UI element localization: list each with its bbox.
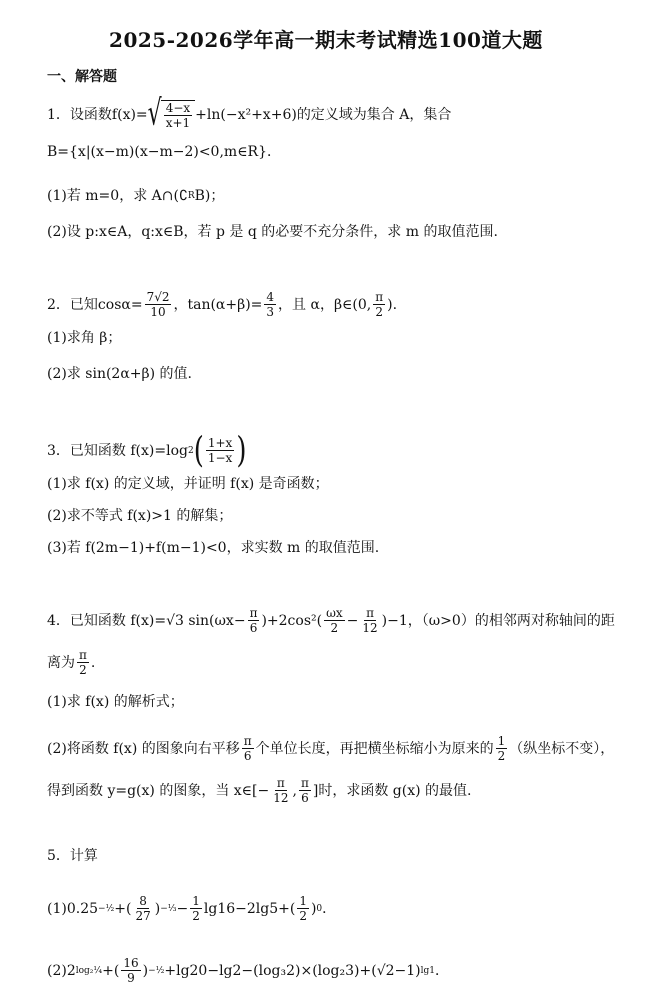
q3-part1: (1)求 f(x) 的定义域，并证明 f(x) 是奇函数； bbox=[47, 476, 329, 492]
q5-p1-h-den: 2 bbox=[192, 909, 200, 923]
q1-part1 bbox=[47, 186, 224, 206]
q2-part2: (2)求 sin(2α+β) 的值. bbox=[47, 366, 192, 382]
q5-p1c: − bbox=[176, 900, 189, 917]
q1-part2: (2)设 p:x∈A，q:x∈B，若 p 是 q 的必要不充分条件，求 m 的取值范围. bbox=[47, 224, 498, 240]
q3-part3: (3)若 f(2m−1)+f(m−1)<0，求实数 m 的取值范围. bbox=[47, 540, 380, 556]
q5-p1-half bbox=[190, 894, 202, 923]
q4-part1: (1)求 f(x) 的解析式； bbox=[47, 694, 184, 710]
q3-den: 1−x bbox=[207, 451, 233, 465]
q2-pi-num: π bbox=[375, 290, 384, 304]
q1-sqrt: √ $\frac{4-x}{x+1}$ bbox=[148, 100, 196, 130]
q4-p3-n2: π bbox=[300, 776, 309, 790]
q5-p1-frac bbox=[133, 894, 152, 923]
q4-stem bbox=[47, 606, 615, 635]
q4-p3-f2 bbox=[299, 776, 311, 805]
q2-cos-den: 10 bbox=[150, 305, 166, 319]
q4-f2-num: ωx bbox=[326, 606, 343, 620]
q4-line2-text: 离为 bbox=[47, 654, 75, 671]
q4-intro: 4．已知函数 f(x)=√3 sin(ωx− bbox=[47, 612, 246, 629]
q1-part1-text: (1)若 m=0，求 A∩(∁ bbox=[47, 188, 188, 204]
q2-cos-num: 7√2 bbox=[146, 290, 170, 304]
q4-part2 bbox=[47, 734, 614, 763]
q2-stem bbox=[47, 290, 397, 319]
q4-minus: − bbox=[346, 612, 359, 629]
q5-p2-exp: log₂¼ bbox=[75, 965, 103, 976]
q4-p2-num: π bbox=[243, 734, 252, 748]
q4-p3-n1: π bbox=[276, 776, 285, 790]
q2-tan-den: 3 bbox=[266, 305, 275, 319]
q4-p2-den: 6 bbox=[243, 749, 252, 763]
q5-p2a: (2)2 bbox=[47, 962, 76, 979]
q4-l2-frac bbox=[77, 648, 89, 677]
q5-p1-num: 8 bbox=[139, 894, 147, 908]
q1-set-b: B={x|(x−m)(x−m−2)<0,m∈R}． bbox=[47, 144, 282, 160]
q5-p2c: +lg20−lg2−(log₃2)×(log₂3)+(√2−1) bbox=[164, 962, 421, 979]
q2-pi-den: 2 bbox=[375, 305, 383, 319]
q4-p3-d2: 6 bbox=[301, 791, 309, 805]
q1-tail: 的定义域为集合 A，集合 bbox=[296, 107, 452, 123]
q1-sqrt-den: x+1 bbox=[165, 116, 191, 130]
q4-p2-frac bbox=[242, 734, 254, 763]
q4-f3-num: π bbox=[366, 606, 374, 620]
q5-part1: (1)0.25 −½ +( $\frac{8}{27}$ ) −⅓ − $\frac{1}{2}$ lg16−2lg5+( $\frac{1}{2}$ ) 0 ． bbox=[47, 894, 337, 923]
q3-part2: (2)求不等式 f(x)>1 的解集； bbox=[47, 508, 233, 524]
q4-f1 bbox=[248, 606, 260, 635]
q5-p1-half2 bbox=[297, 894, 309, 923]
q4-p3a: 得到函数 y=g(x) 的图象，当 x∈[− bbox=[47, 782, 270, 799]
q4-p3-f1 bbox=[271, 776, 290, 805]
q5-p2-num: 16 bbox=[123, 956, 139, 970]
q4-f1-num: π bbox=[249, 606, 258, 620]
q5-p2-frac bbox=[121, 956, 140, 985]
q2-tan: ，tan(α+β)= bbox=[173, 296, 263, 313]
q3-num: 1+x bbox=[207, 436, 233, 450]
q4-f3 bbox=[360, 606, 379, 635]
q5-p1-h2-den: 2 bbox=[299, 909, 307, 923]
q4-p3b: ]时，求函数 g(x) 的最值. bbox=[312, 782, 472, 799]
q4-p3-d1: 12 bbox=[273, 791, 289, 805]
q2-tail: ，且 α，β∈(0, bbox=[278, 296, 372, 313]
q1-sqrt-frac bbox=[164, 101, 192, 130]
q4-f1-den: 6 bbox=[249, 621, 258, 635]
q4-f2-den: 2 bbox=[330, 621, 339, 635]
q4-p2-half bbox=[496, 734, 508, 763]
q5-p2-exp3: lg1 bbox=[420, 965, 435, 976]
q2-tan-num: 4 bbox=[266, 290, 275, 304]
q4-f3-den: 12 bbox=[362, 621, 378, 635]
q5-stem: 5．计算 bbox=[47, 848, 98, 864]
q5-p2-den: 9 bbox=[127, 971, 135, 985]
page-title: 2025-2026学年高一期末考试精选100道大题 bbox=[109, 28, 543, 52]
q4-l2-num: π bbox=[79, 648, 87, 662]
q5-p1-exp2: −⅓ bbox=[160, 903, 177, 914]
q2-end: ). bbox=[387, 296, 398, 313]
q4-part2-cont bbox=[47, 776, 471, 805]
q4-line2 bbox=[47, 648, 95, 677]
q5-p1a: (1)0.25 bbox=[47, 900, 99, 917]
q1-func: f(x)= bbox=[111, 107, 148, 123]
q2-part1: (1)求角 β； bbox=[47, 330, 122, 346]
q5-p1-den: 27 bbox=[135, 909, 151, 923]
q2-cos: cosα= bbox=[97, 296, 143, 313]
q2-tan-frac bbox=[264, 290, 276, 319]
q4-line2-end: . bbox=[90, 654, 96, 671]
q3-stem: 3．已知函数 f(x)=log 2 ( $\frac{1+x}{1-x}$ ) bbox=[47, 430, 247, 471]
q1-sqrt-num: 4−x bbox=[165, 101, 191, 115]
q5-p1b: +( bbox=[114, 900, 132, 917]
q5-p2d: ． bbox=[435, 962, 449, 979]
q4-p2c: （纵坐标不变）， bbox=[509, 740, 615, 757]
q5-p1-exp3: 0 bbox=[316, 903, 323, 914]
q4-p2-half-den: 2 bbox=[497, 749, 506, 763]
q4-f2 bbox=[324, 606, 345, 635]
q4-tail: )−1，（ω>0）的相邻两对称轴间的距 bbox=[381, 612, 615, 629]
q4-p3-comma: , bbox=[292, 782, 297, 799]
q1-ln-part: +ln(−x²+x+6) bbox=[195, 107, 297, 123]
q1-stem bbox=[47, 94, 452, 135]
q5-p2b: +( bbox=[102, 962, 120, 979]
q2-intro: 2．已知 bbox=[47, 296, 98, 313]
q5-p1e: ． bbox=[322, 900, 337, 917]
q1-intro: 1．设函数 bbox=[47, 107, 112, 123]
q5-p1d: lg16−2lg5+( bbox=[203, 900, 296, 917]
q5-p2-exp2: −½ bbox=[148, 965, 165, 976]
q3-frac bbox=[206, 436, 234, 465]
q5-part2: (2)2 log₂¼ +( $\frac{16}{9}$ ) −½ +lg20−lg2−(log₃2)×(log₂3)+(√2−1) lg1 ． bbox=[47, 956, 449, 985]
q2-pi-frac bbox=[373, 290, 385, 319]
q2-cos-frac bbox=[145, 290, 172, 319]
q5-p1-exp: −½ bbox=[98, 903, 115, 914]
q4-mid: )+2cos²( bbox=[261, 612, 323, 629]
q4-p2-half-num: 1 bbox=[497, 734, 506, 748]
q4-p2b: 个单位长度，再把横坐标缩小为原来的 bbox=[255, 740, 494, 757]
section-heading: 一、解答题 bbox=[47, 69, 117, 85]
q4-p2a: (2)将函数 f(x) 的图象向右平移 bbox=[47, 740, 240, 757]
q1-part1-sub: R bbox=[187, 191, 195, 201]
q1-part1-tail: B)； bbox=[194, 188, 225, 204]
q3-log-sub: 2 bbox=[187, 445, 194, 456]
q3-intro: 3．已知函数 f(x)=log bbox=[47, 442, 188, 459]
q4-l2-den: 2 bbox=[79, 663, 87, 677]
q5-p1-h2-num: 1 bbox=[299, 894, 307, 908]
q5-p1-h-num: 1 bbox=[192, 894, 200, 908]
